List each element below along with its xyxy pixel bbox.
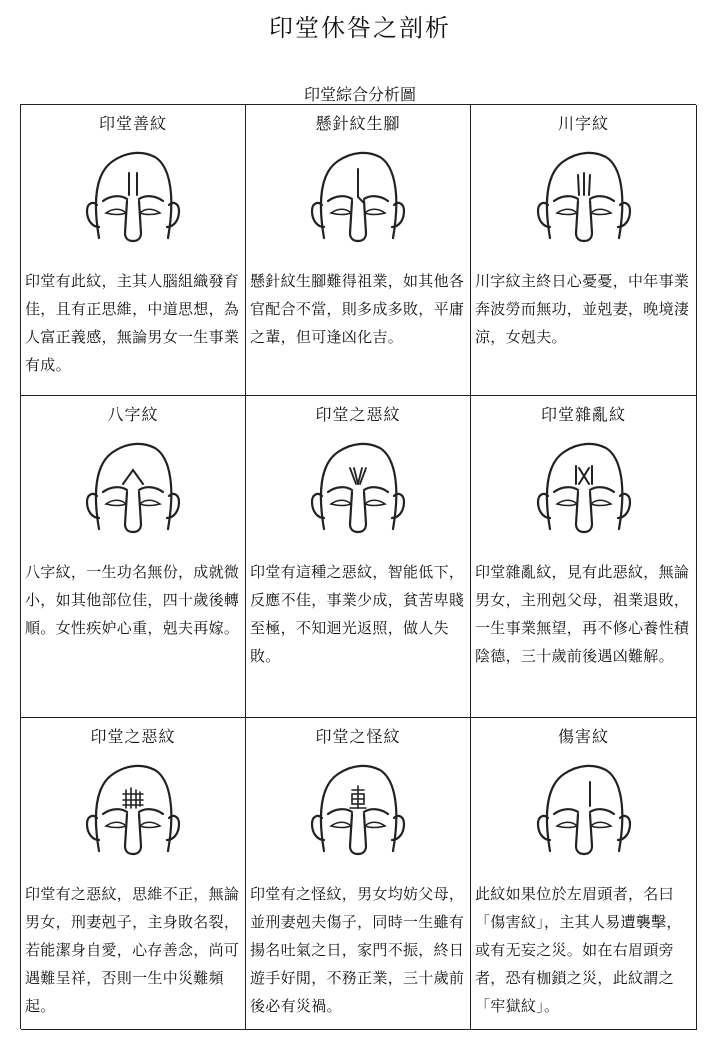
face-hanging-needle-icon (298, 143, 418, 255)
cell-title: 印堂雜亂紋 (540, 405, 626, 424)
grid-cell (246, 718, 471, 1030)
face-injury-line-icon (524, 756, 644, 868)
cell-description: 印堂有之怪紋，男女均妨父母，並刑妻剋夫傷子，同時一生雖有揚名吐氣之日，家門不振，終日遊手好閒，不務正業，三十歲前後必有災禍。 (250, 885, 465, 1015)
grid-cell (246, 396, 471, 718)
grid-cell (471, 396, 697, 718)
face-three-lines-icon (524, 143, 644, 255)
analysis-grid (20, 104, 696, 1029)
face-vertical-double-lines-icon (73, 143, 193, 255)
grid-cell (21, 718, 246, 1030)
cell-description: 懸針紋生腳難得祖業，如其他各官配合不當，則多成多敗，平庸之輩，但可逢凶化吉。 (250, 272, 465, 346)
cell-title: 印堂之怪紋 (315, 727, 401, 746)
cell-description: 此紋如果位於左眉頭者，名曰「傷害紋」，主其人易遭襲擊，或有无妄之災。如在右眉頭旁者，恐有枷鎖之災，此紋謂之「牢獄紋」。 (475, 885, 682, 1015)
cell-title: 傷害紋 (557, 727, 609, 746)
grid-cell (471, 105, 697, 396)
face-eight-character-icon (73, 434, 193, 546)
face-grid-mark-icon (73, 756, 193, 868)
grid-cell (21, 396, 246, 718)
grid-cell (246, 105, 471, 396)
cell-description: 八字紋，一生功名無份，成就微小，如其他部位佳，四十歲後轉順。女性疾妒心重，剋夫再嫁。 (25, 563, 240, 637)
cell-description: 印堂有這種之惡紋，智能低下，反應不佳，事業少成，貧苦卑賤至極，不知迴光返照，做人失敗。 (250, 563, 465, 665)
cell-description: 印堂有此紋，主其人腦組織發育佳，且有正思維，中道思想，為人富正義感，無論男女一生事業有成。 (25, 272, 240, 374)
cell-title: 印堂之惡紋 (315, 405, 401, 424)
cell-title: 懸針紋生腳 (315, 114, 401, 133)
page-title: 印堂休咎之剖析 (269, 14, 451, 42)
face-slanted-lines-icon (298, 434, 418, 546)
chart-caption: 印堂綜合分析圖 (303, 85, 416, 104)
cell-title: 八字紋 (107, 405, 159, 424)
grid-cell (21, 105, 246, 396)
cell-description: 印堂雜亂紋，見有此惡紋，無論男女，主刑剋父母，祖業退敗，一生事業無望，再不修心養性積陰德，三十歲前後遇凶難解。 (475, 563, 690, 665)
face-strange-mark-icon (298, 756, 418, 868)
cell-description: 印堂有之惡紋，思維不正，無論男女，刑妻剋子，主身敗名裂，若能潔身自愛，心存善念，尚可遇難呈祥，否則一生中災難頻起。 (25, 885, 240, 1015)
cell-description: 川字紋主終日心憂憂，中年事業奔波勞而無功，並剋妻，晚境淒涼，女剋夫。 (475, 272, 690, 346)
cell-title: 印堂善紋 (98, 114, 167, 133)
cell-title: 川字紋 (557, 114, 609, 133)
face-cross-lines-icon (524, 434, 644, 546)
grid-cell (471, 718, 697, 1030)
cell-title: 印堂之惡紋 (90, 727, 176, 746)
